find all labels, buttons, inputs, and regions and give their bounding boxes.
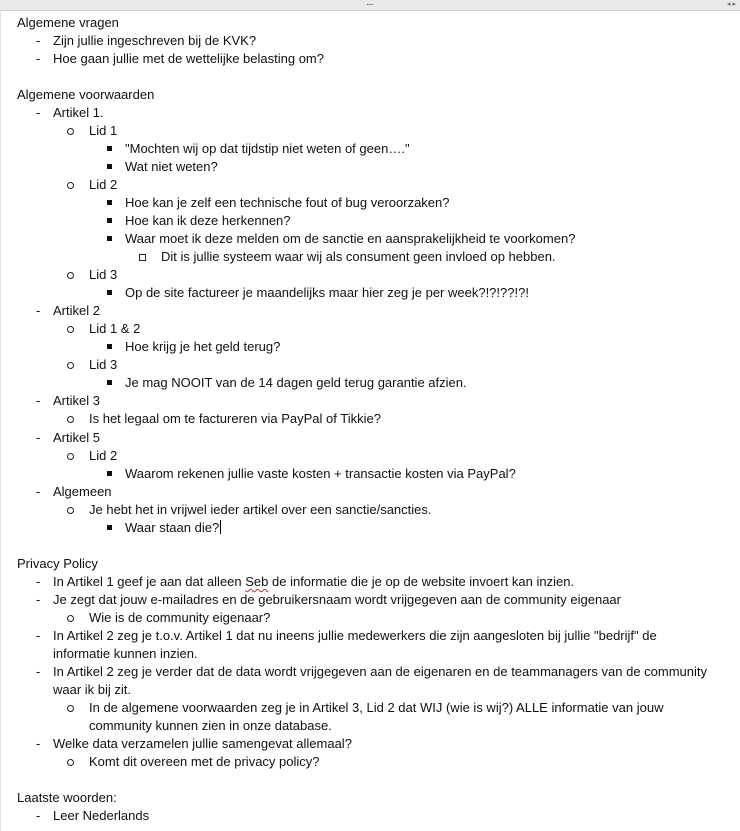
circle-bullet-icon <box>67 507 74 514</box>
square-bullet-icon <box>107 164 112 169</box>
circle-bullet-icon <box>67 128 74 135</box>
square-bullet-icon <box>107 218 112 223</box>
square-bullet-icon <box>107 236 112 241</box>
drag-handle-icon[interactable]: .... <box>366 0 374 8</box>
circle-bullet-icon <box>67 705 74 712</box>
circle-bullet-icon <box>67 362 74 369</box>
square-bullet-icon <box>107 146 112 151</box>
spellcheck-word[interactable]: Seb <box>245 574 269 589</box>
square-bullet-icon <box>107 344 112 349</box>
square-bullet-icon <box>107 525 112 530</box>
square-bullet-icon <box>107 200 112 205</box>
circle-bullet-icon <box>67 272 74 279</box>
circle-bullet-icon <box>67 416 74 423</box>
circle-bullet-icon <box>67 453 74 460</box>
circle-bullet-icon <box>67 326 74 333</box>
square-bullet-icon <box>107 290 112 295</box>
window-top-bar <box>0 0 740 11</box>
square-bullet-icon <box>107 380 112 385</box>
circle-bullet-icon <box>67 759 74 766</box>
circle-bullet-icon <box>67 182 74 189</box>
text-cursor <box>220 520 221 534</box>
hollow-square-bullet-icon <box>139 254 146 261</box>
circle-bullet-icon <box>67 615 74 622</box>
square-bullet-icon <box>107 471 112 476</box>
scroll-arrows-icon[interactable]: ◂ ▸ <box>727 1 736 8</box>
left-edge-divider <box>0 10 1 831</box>
